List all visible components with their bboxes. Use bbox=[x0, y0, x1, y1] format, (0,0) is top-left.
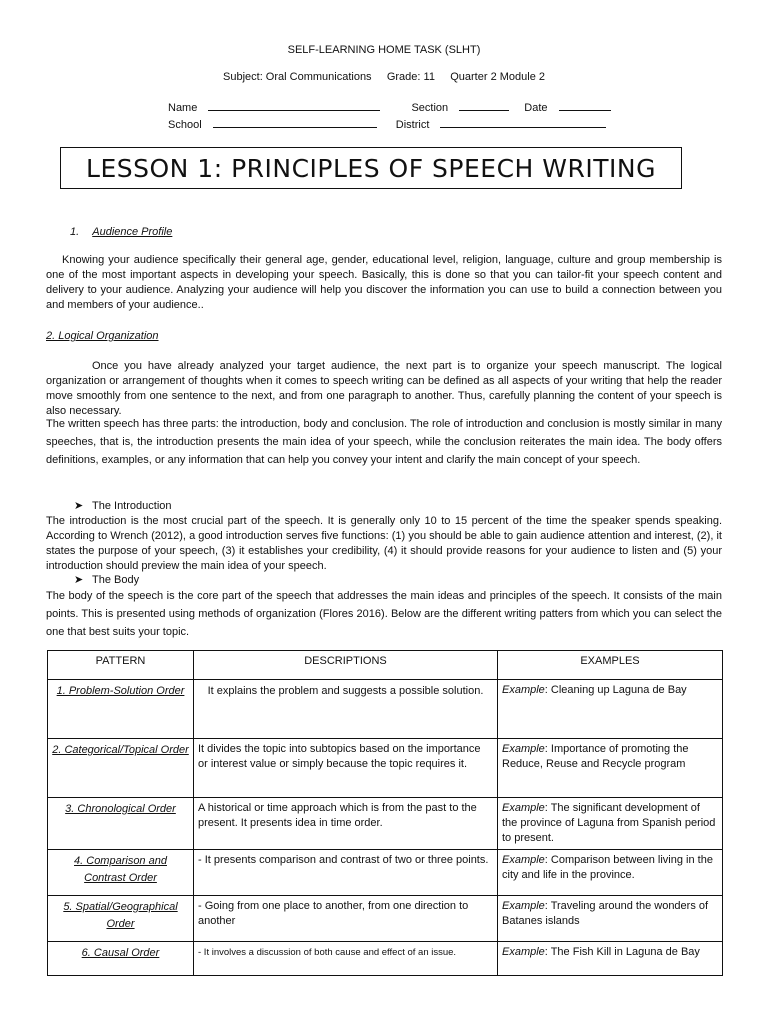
body-heading-text: The Body bbox=[92, 574, 140, 586]
example-cell bbox=[498, 942, 723, 976]
district-label: District bbox=[395, 119, 430, 131]
example-cell bbox=[498, 798, 723, 850]
table-header-row bbox=[48, 651, 723, 680]
pattern-cell: 5. Spatial/Geographical Order bbox=[48, 896, 194, 942]
column-header-pattern: PATTERN bbox=[48, 651, 194, 680]
introduction-heading-text: The Introduction bbox=[92, 500, 172, 512]
section1-heading bbox=[70, 226, 172, 238]
example-cell bbox=[498, 739, 723, 798]
table-row bbox=[48, 798, 723, 850]
school-district-row bbox=[168, 118, 606, 131]
description-cell: - Going from one place to another, from one direction to another bbox=[194, 896, 498, 942]
table-row bbox=[48, 850, 723, 896]
date-label: Date bbox=[524, 102, 548, 114]
example-text: : The Fish Kill in Laguna de Bay bbox=[544, 946, 700, 958]
example-label: Example bbox=[502, 854, 545, 866]
example-cell bbox=[498, 850, 723, 896]
lesson-title-box bbox=[60, 147, 682, 189]
section1-number: 1. bbox=[70, 226, 80, 238]
example-text: : Traveling around the wonders of Batanes islands bbox=[502, 900, 709, 927]
logical-organization-paragraph: Once you have already analyzed your target audience, the next part is to organize your speech manuscript. The logical organization or arrangement of thoughts when it comes to speech writing can be defined as all aspects of your writing that help the reader move smoothly from one sentence to the next, and from one paragraph to another. Thus, carefully planning the content of your speech is also necessary. bbox=[46, 360, 722, 417]
pattern-cell: 6. Causal Order bbox=[48, 942, 194, 976]
speech-parts-paragraph: The written speech has three parts: the introduction, body and conclusion. The role of introduction and conclusion is mostly similar in many speeches, that is, the introduction presents the main idea of your speech, while the conclusion reiterates the main idea. The body offers definitions, examples, or any information that can help you convey your intent and clarify the main concept of your speech. bbox=[46, 418, 722, 466]
audience-profile-paragraph: Knowing your audience specifically their general age, gender, educational level, religion, language, culture and group membership is one of the most important aspects in developing your speech. Basically, this is done so that you can tailor-fit your speech content and delivery to your audience. Analyzing your audience will help you discover the information you can use to build a connection between you and members of your audience.. bbox=[46, 254, 722, 311]
arrow-bullet-icon: ➤ bbox=[74, 500, 84, 512]
body-heading bbox=[74, 573, 139, 586]
table-row bbox=[48, 942, 723, 976]
pattern-cell: 1. Problem-Solution Order bbox=[48, 680, 194, 739]
description-cell: It explains the problem and suggests a possible solution. bbox=[194, 680, 498, 739]
document-header-title: SELF-LEARNING HOME TASK (SLHT) bbox=[287, 44, 481, 56]
introduction-heading bbox=[74, 499, 172, 512]
table-row bbox=[48, 680, 723, 739]
arrow-bullet-icon: ➤ bbox=[74, 574, 84, 586]
name-section-date-row bbox=[168, 101, 611, 114]
school-blank[interactable] bbox=[213, 118, 377, 128]
example-label: Example bbox=[502, 946, 545, 958]
example-cell bbox=[498, 680, 723, 739]
pattern-cell: 2. Categorical/Topical Order bbox=[48, 739, 194, 798]
body-paragraph: The body of the speech is the core part of the speech that addresses the main ideas and principles of the speech. It consists of the main points. This is presented using methods of organization (Flores 2016). Below are the different writing patters from which you can select the one that best suits your topic. bbox=[46, 590, 722, 638]
description-cell: A historical or time approach which is from the past to the present. It presents idea in time order. bbox=[194, 798, 498, 850]
description-cell: - It involves a discussion of both cause and effect of an issue. bbox=[194, 942, 498, 976]
lesson-title: LESSON 1: PRINCIPLES OF SPEECH WRITING bbox=[86, 153, 656, 183]
table-row bbox=[48, 739, 723, 798]
example-label: Example bbox=[502, 684, 545, 696]
introduction-paragraph: The introduction is the most crucial part of the speech. It is generally only 10 to 15 percent of the time the speaker spends speaking. According to Wrench (2012), a good introduction serves five functions: (1) you should be able to gain audience attention and interest, (2), it states the purpose of your speech, (3) it establishes your credibility, (4) it should provide reasons for your audience to listen and (5) your introduction should preview the main idea of your speech. bbox=[46, 515, 722, 572]
example-cell bbox=[498, 896, 723, 942]
pattern-cell: 4. Comparison and Contrast Order bbox=[48, 850, 194, 896]
name-blank[interactable] bbox=[208, 101, 380, 111]
description-cell: It divides the topic into subtopics based on the importance or interest value or simply because the topic requires it. bbox=[194, 739, 498, 798]
example-text: : Comparison between living in the city and life in the province. bbox=[502, 854, 713, 881]
subject-line: Subject: Oral Communications Grade: 11 Quarter 2 Module 2 bbox=[223, 71, 545, 83]
example-text: : Cleaning up Laguna de Bay bbox=[544, 684, 687, 696]
name-label: Name bbox=[168, 102, 198, 114]
date-blank[interactable] bbox=[559, 101, 611, 111]
column-header-descriptions: DESCRIPTIONS bbox=[194, 651, 498, 680]
section-blank[interactable] bbox=[459, 101, 509, 111]
example-label: Example bbox=[502, 802, 545, 814]
example-label: Example bbox=[502, 900, 545, 912]
column-header-examples: EXAMPLES bbox=[498, 651, 723, 680]
district-blank[interactable] bbox=[440, 118, 606, 128]
example-label: Example bbox=[502, 743, 545, 755]
writing-patterns-table bbox=[47, 650, 723, 976]
example-text: : Importance of promoting the Reduce, Reuse and Recycle program bbox=[502, 743, 689, 770]
pattern-cell: 3. Chronological Order bbox=[48, 798, 194, 850]
table-row bbox=[48, 896, 723, 942]
school-label: School bbox=[168, 119, 202, 131]
description-cell: - It presents comparison and contrast of two or three points. bbox=[194, 850, 498, 896]
section-label: Section bbox=[411, 102, 449, 114]
section2-heading: 2. Logical Organization bbox=[46, 330, 159, 342]
example-text: : The significant development of the province of Laguna from Spanish period to present. bbox=[502, 802, 716, 844]
section1-heading-text: Audience Profile bbox=[92, 226, 173, 238]
